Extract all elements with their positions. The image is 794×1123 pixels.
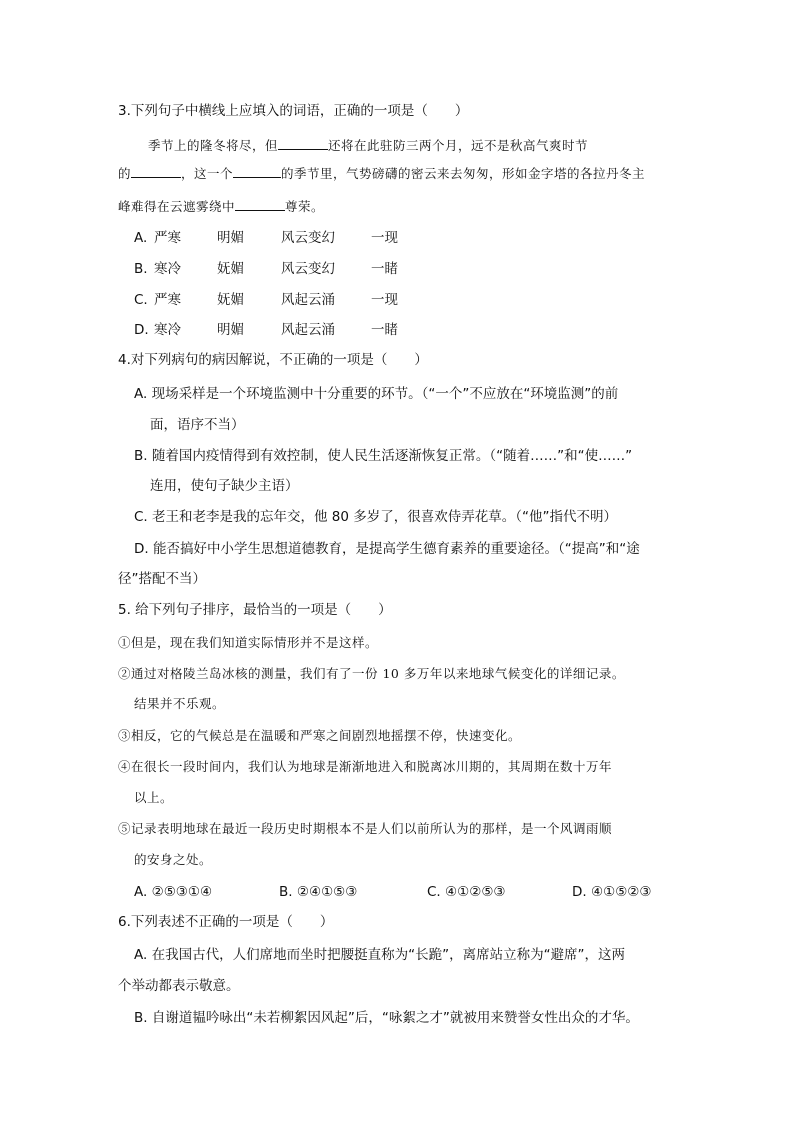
q5-stem: 5. 给下列句子排序，最恰当的一项是（ ）: [118, 602, 392, 618]
q4-option-b: B. 随着国内疫情得到有效控制，使人民生活逐渐恢复正常。（“随着……”和“使……”: [134, 448, 633, 464]
option-word: 严寒: [154, 230, 181, 246]
option-word: 一睹: [371, 322, 398, 338]
fill-blank-4: [235, 196, 285, 211]
option-text: ②⑤③①④: [151, 884, 213, 900]
fill-blank-3: [233, 163, 281, 178]
option-word: 明媚: [217, 322, 244, 338]
option-item[interactable]: [427, 882, 506, 902]
q6-option-b: B. 自谢道韫吟咏出“未若柳絮因风起”后，“咏絮之才”就被用来赞誉女性出众的才华。: [134, 1010, 639, 1026]
option-word: 寒冷: [154, 261, 181, 277]
option-word: 严寒: [154, 292, 181, 308]
option-word: 妩媚: [217, 261, 244, 277]
q4-option-a-cont: 面，语序不当）: [150, 417, 245, 433]
option-text: ④①⑤②③: [590, 884, 652, 900]
passage-text: 峰难得在云遮雾绕中: [118, 199, 236, 214]
option-text: ④①②⑤③: [445, 884, 506, 900]
option-text: ②④①⑤③: [296, 884, 358, 900]
option-word: 一睹: [371, 261, 398, 277]
option-word: 风起云涌: [281, 322, 335, 338]
passage-text: 季节上的隆冬将尽，但: [148, 138, 279, 153]
q6-option-a-cont: 个举动都表示敬意。: [118, 978, 240, 994]
q4-stem: 4.对下列病句的病因解说，不正确的一项是（ ）: [118, 352, 428, 368]
q5-sentence-3: ③相反，它的气候总是在温暖和严寒之间剧烈地摇摆不停，快速变化。: [118, 728, 522, 743]
fill-blank-2: [131, 163, 181, 178]
q5-sentence-4-cont: 以上。: [134, 790, 174, 805]
option-label: D.: [572, 884, 587, 900]
q3-stem: 3.下列句子中横线上应填入的词语，正确的一项是（ ）: [118, 103, 469, 119]
q4-option-a: A. 现场采样是一个环境监测中十分重要的环节。（“一个”不应放在“环境监测”的前: [134, 386, 619, 402]
option-word: 风云变幻: [281, 261, 335, 277]
option-word: 寒冷: [154, 322, 181, 338]
option-word: 一现: [371, 230, 398, 246]
option-label: B.: [134, 261, 148, 277]
q5-sentence-2: ②通过对格陵兰岛冰核的测量，我们有了一份 10 多万年以来地球气候变化的详细记录。: [118, 666, 625, 681]
q5-sentence-1: ①但是，现在我们知道实际情形并不是这样。: [118, 635, 379, 650]
q4-option-b-cont: 连用，使句子缺少主语）: [150, 478, 299, 494]
q3-passage-line-3: [118, 196, 324, 217]
passage-text: ，这一个: [181, 166, 234, 181]
q5-sentence-4: ④在很长一段时间内，我们认为地球是渐渐地进入和脱离冰川期的，其周期在数十万年: [118, 759, 613, 774]
option-label: B.: [279, 884, 293, 900]
passage-text: 还将在此驻防三两个月，远不是秋高气爽时节: [328, 138, 589, 153]
q5-sentence-5: ⑤记录表明地球在最近一段历史时期根本不是人们以前所认为的那样，是一个风调雨顺: [118, 821, 613, 836]
q3-passage-line-1: [148, 135, 588, 156]
option-word: 风云变幻: [281, 230, 335, 246]
fill-blank-1: [278, 135, 328, 150]
q4-option-d-cont: 径”搭配不当）: [118, 571, 206, 587]
option-word: 风起云涌: [281, 292, 335, 308]
q4-option-c: C. 老王和老李是我的忘年交，他 80 多岁了，很喜欢侍弄花草。（“他”指代不明）: [134, 509, 618, 525]
passage-text: 的: [118, 166, 132, 181]
option-word: 妩媚: [217, 292, 244, 308]
option-word: 明媚: [217, 230, 244, 246]
option-label: C.: [134, 292, 148, 308]
option-word: 一现: [371, 292, 398, 308]
q4-option-d: D. 能否搞好中小学生思想道德教育，是提高学生德育素养的重要途径。（“提高”和“途: [134, 541, 640, 557]
option-label: A.: [134, 884, 148, 900]
option-item[interactable]: [279, 882, 357, 902]
q5-sentence-2-cont: 结果并不乐观。: [134, 696, 226, 711]
option-item[interactable]: [572, 882, 652, 902]
q5-sentence-5-cont: 的安身之处。: [134, 852, 213, 867]
passage-text: 的季节里，气势磅礴的密云来去匆匆，形如金字塔的各拉丹冬主: [281, 166, 646, 181]
q6-option-a: A. 在我国古代，人们席地而坐时把腰挺直称为“长跪”，离席站立称为“避席”，这两: [134, 947, 626, 963]
option-label: C.: [427, 884, 441, 900]
passage-text: 尊荣。: [285, 199, 325, 214]
q3-passage-line-2: [118, 163, 645, 184]
option-label: A.: [134, 230, 148, 246]
option-item[interactable]: [134, 882, 212, 902]
option-label: D.: [134, 322, 149, 338]
q6-stem: 6.下列表述不正确的一项是（ ）: [118, 914, 334, 930]
